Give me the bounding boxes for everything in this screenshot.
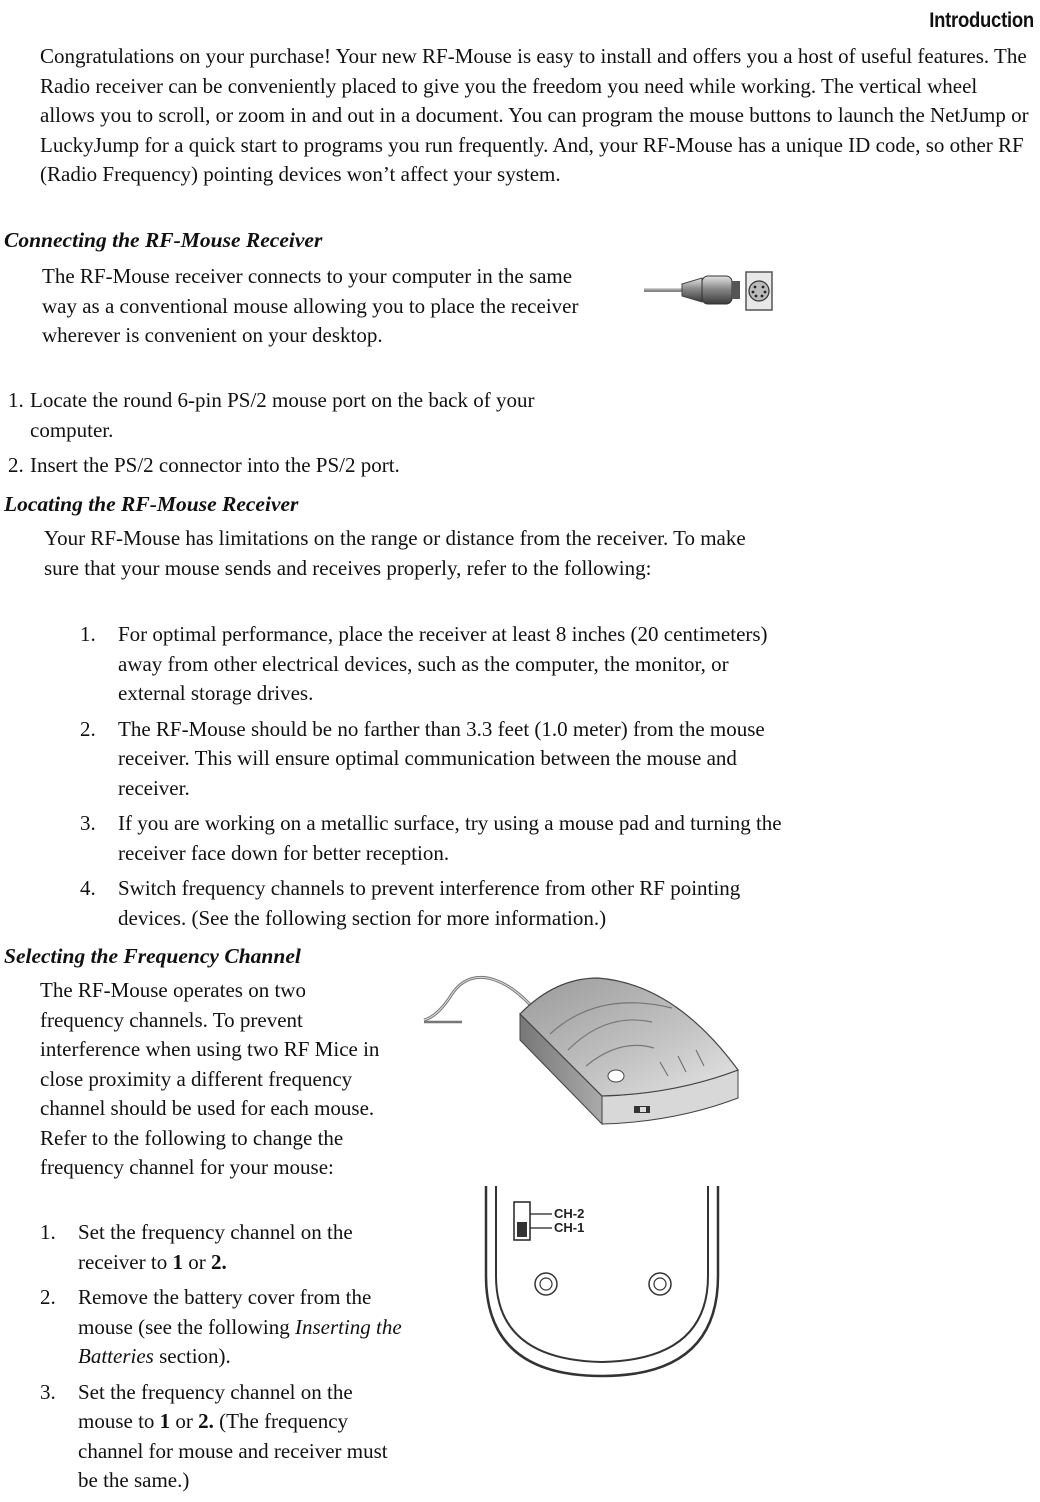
selecting-paragraph: The RF-Mouse operates on two frequency channels. To prevent interference when using two RF Mice in close proximity a different frequency channel should be used for each mouse. Refer to the following to change the frequency channel for your mouse:: [40, 978, 380, 1179]
locating-list: [80, 620, 785, 939]
section-reference: Inserting the Batteries: [78, 1314, 402, 1368]
list-item: [40, 1218, 410, 1277]
list-item: [40, 1378, 410, 1496]
step-text: or: [170, 1409, 199, 1433]
step-number: 2.: [8, 453, 24, 477]
connecting-heading: Connecting the RF-Mouse Receiver: [4, 228, 323, 252]
selecting-heading: Selecting the Frequency Channel: [4, 944, 301, 968]
connecting-steps: [8, 386, 598, 481]
item-number: 1.: [80, 622, 96, 646]
item-text: The RF-Mouse should be no farther than 3.3 feet (1.0 meter) from the mouse receiver. This will ensure optimal communication between the mouse and receiver.: [118, 716, 765, 800]
receiver-illustration: [420, 966, 750, 1136]
step-text: section).: [153, 1344, 231, 1368]
ch2-label: CH-2: [554, 1206, 585, 1221]
list-item: [80, 620, 785, 709]
step-number: 1.: [40, 1220, 56, 1244]
channel-value: 2.: [198, 1409, 214, 1433]
item-text: For optimal performance, place the receiver at least 8 inches (20 centimeters) away from other electrical devices, such as the computer, the monitor, or external storage drives.: [118, 622, 768, 705]
step-text: Set the frequency channel on the mouse to: [78, 1379, 353, 1433]
item-number: 3.: [80, 811, 96, 835]
list-item: [8, 451, 598, 481]
locating-paragraph: Your RF-Mouse has limitations on the range or distance from the receiver. To make sure that your mouse sends and receives properly, refer to the following:: [44, 526, 746, 580]
list-item: [80, 874, 785, 933]
step-number: 3.: [40, 1379, 56, 1404]
mouse-underside-illustration: [478, 1184, 728, 1384]
page-header-title: Introduction: [929, 9, 1034, 32]
list-item: [80, 715, 785, 804]
step-text: Locate the round 6-pin PS/2 mouse port on the back of your computer.: [30, 388, 535, 442]
item-number: 2.: [80, 716, 96, 741]
channel-value: 2.: [210, 1249, 227, 1274]
step-number: 1.: [8, 388, 24, 412]
ch1-label: CH-1: [554, 1220, 585, 1235]
locating-heading: Locating the RF-Mouse Receiver: [4, 492, 299, 516]
connecting-paragraph: The RF-Mouse receiver connects to your computer in the same way as a conventional mouse allowing you to place the receiver wherever is convenient on your desktop.: [42, 264, 579, 347]
channel-value: 1: [172, 1249, 183, 1274]
selecting-steps: [40, 1218, 410, 1502]
step-text: (The frequency channel for mouse and receiver must be the same.): [78, 1409, 388, 1492]
item-text: If you are working on a metallic surface, try using a mouse pad and turning the receiver face down for better reception.: [118, 811, 782, 865]
list-item: [40, 1283, 410, 1372]
intro-paragraph: Congratulations on your purchase! Your new RF-Mouse is easy to install and offers you a host of useful features. The Radio receiver can be conveniently placed to give you the freedom you need while working. The vertical wheel allows you to scroll, or zoom in and out in a document. You can program the mouse buttons to launch the NetJump or LuckyJump for a quick start to programs you run frequently. And, your RF-Mouse has a unique ID code, so other RF (Radio Frequency) pointing devices won’t affect your system.: [40, 44, 1029, 186]
step-text: Remove the battery cover from the mouse (see the following: [78, 1285, 372, 1339]
item-text: Switch frequency channels to prevent interference from other RF pointing devices. (See the following section for more information.): [118, 876, 741, 930]
step-number: 2.: [40, 1285, 56, 1309]
list-item: [8, 386, 598, 445]
step-text: Insert the PS/2 connector into the PS/2 port.: [30, 453, 400, 477]
channel-value: 1: [159, 1409, 171, 1433]
step-text: Set the frequency channel on the receiver to: [78, 1220, 353, 1274]
ps2-connector-illustration: [642, 268, 774, 314]
list-item: [80, 809, 785, 868]
item-number: 4.: [80, 876, 96, 900]
step-text: or: [182, 1249, 211, 1274]
